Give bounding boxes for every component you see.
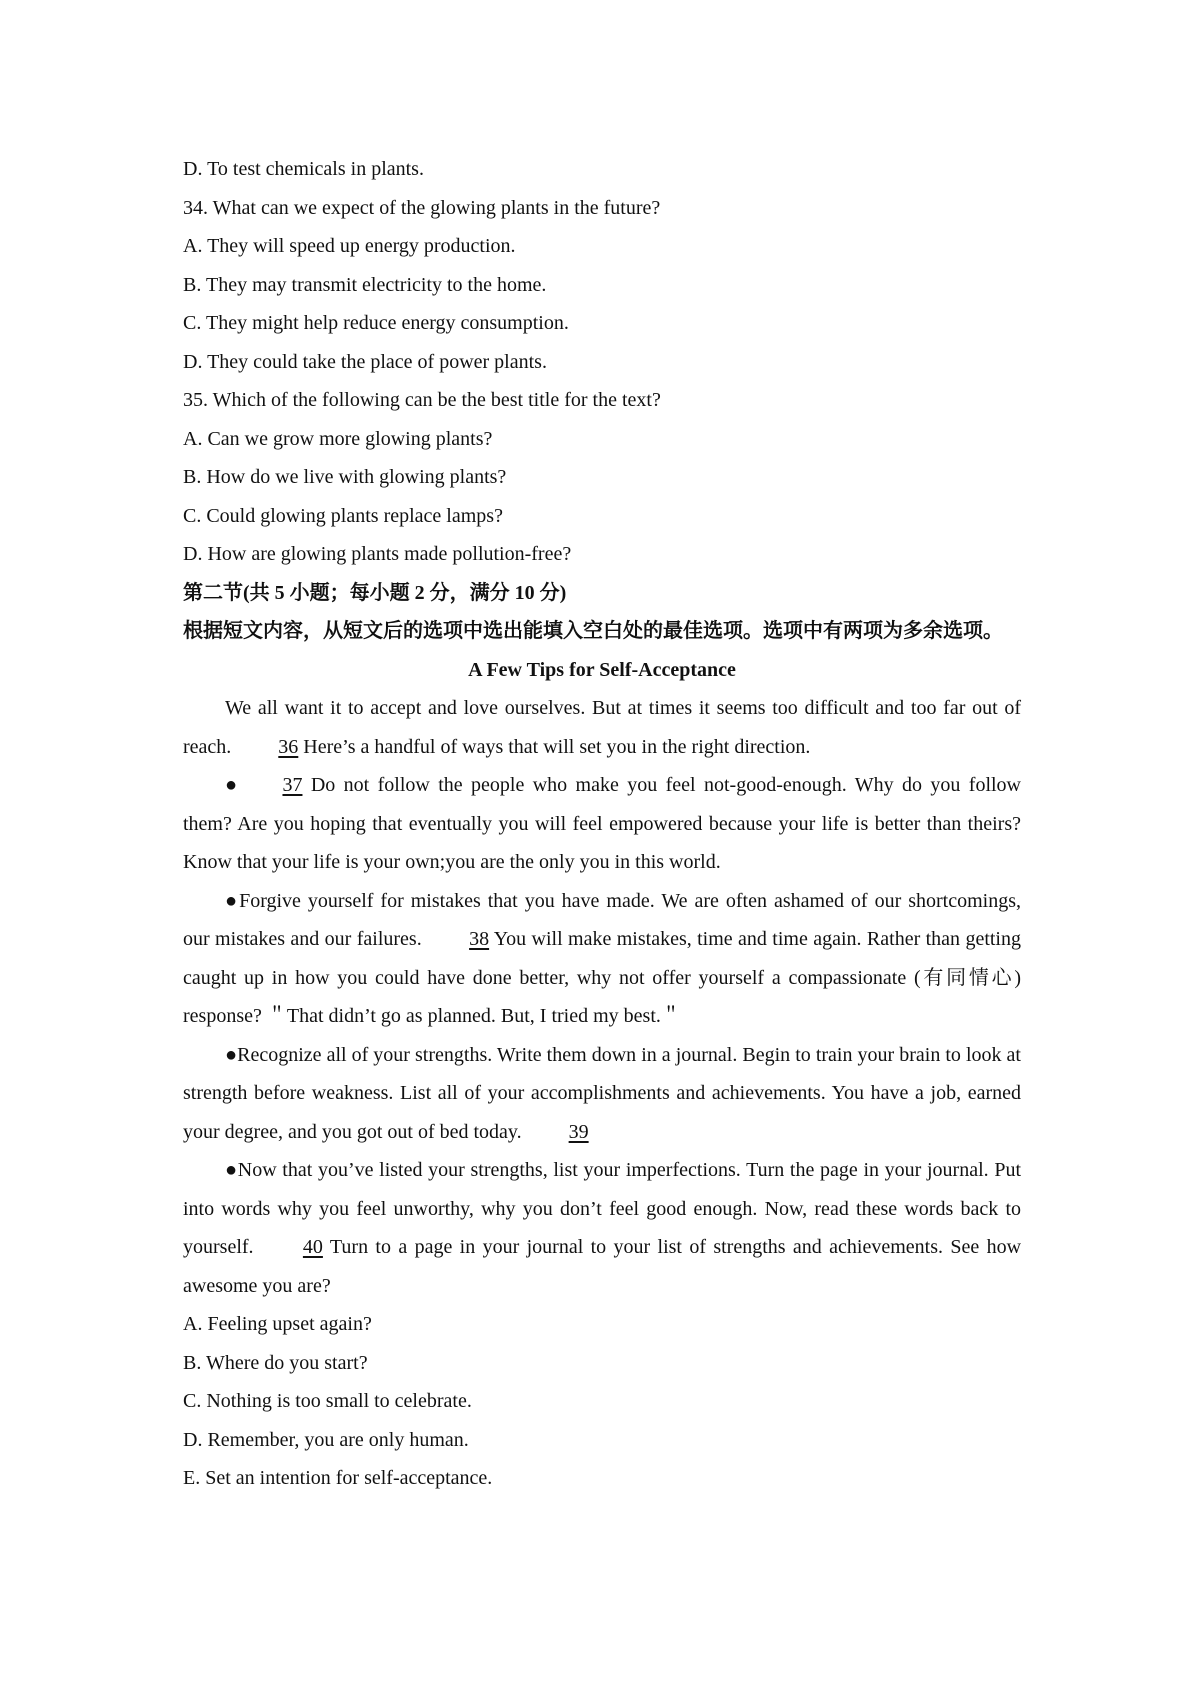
paragraph-3-text-a: ●Forgive yourself for mistakes that you have made. We are often ashamed of our shortcomings, our mistakes and our failures.: [183, 889, 1021, 950]
passage-paragraph-5: [183, 1151, 1021, 1305]
paragraph-5-text-a: ●Now that you’ve listed your strengths, list your imperfections. Turn the page in your journal. Put into words why you feel unworthy, why you don’t feel good enough. Now, read these words back to yourself.: [183, 1159, 1021, 1258]
bullet-symbol: ●: [225, 774, 241, 796]
exam-page: [183, 150, 1021, 1498]
blank-40: 40: [302, 1236, 323, 1258]
q34-option-a: A. They will speed up energy production.: [183, 235, 516, 257]
q35-option-d: D. How are glowing plants made pollution-free?: [183, 543, 572, 565]
answer-option-c: C. Nothing is too small to celebrate.: [183, 1390, 472, 1412]
section-heading: 第二节(共 5 小题；每小题 2 分，满分 10 分): [183, 581, 567, 604]
paragraph-4-text: ●Recognize all of your strengths. Write them down in a journal. Begin to train your brain to look at strength before weakness. List all of your accomplishments and achievements. You have a job, earned your degree, and you got out of bed today.: [183, 1043, 1021, 1143]
blank-37: 37: [282, 774, 303, 796]
q34-option-c: C. They might help reduce energy consumption.: [183, 312, 569, 334]
answer-option-d: D. Remember, you are only human.: [183, 1428, 469, 1451]
passage-paragraph-1: [183, 689, 1021, 766]
q35-option-a: A. Can we grow more glowing plants?: [183, 427, 493, 450]
passage-paragraph-3: [183, 882, 1021, 1036]
q35-option-b: B. How do we live with glowing plants?: [183, 466, 507, 488]
passage-paragraph-2: [183, 766, 1021, 882]
paragraph-1-text-b: Here’s a handful of ways that will set you in the right direction.: [303, 735, 811, 758]
blank-36: 36: [278, 735, 299, 758]
answer-option-b: B. Where do you start?: [183, 1351, 368, 1374]
paragraph-5-text-b: Turn to a page in your journal to your list of strengths and achievements. See how awesome you are?: [183, 1236, 1022, 1297]
section-instruction: 根据短文内容，从短文后的选项中选出能填入空白处的最佳选项。选项中有两项为多余选项。: [183, 620, 1003, 642]
q34-option-b: B. They may transmit electricity to the home.: [183, 273, 547, 296]
passage-title: A Few Tips for Self-Acceptance: [468, 658, 736, 681]
q35-option-c: C. Could glowing plants replace lamps?: [183, 504, 503, 527]
answer-option-e: E. Set an intention for self-acceptance.: [183, 1467, 493, 1489]
q34-question: 34. What can we expect of the glowing plants in the future?: [183, 196, 661, 219]
paragraph-1-text-a: We all want it to accept and love ourselves. But at times it seems too difficult and too far out of reach.: [183, 697, 1021, 758]
paragraph-3-text-b: You will make mistakes, time and time again. Rather than getting caught up in how you could have done better, why not offer yourself a compassionate (有同情心) response? ＂That didn’t go as planned. But, I tried my best.＂: [183, 928, 1021, 1027]
q35-question: 35. Which of the following can be the best title for the text?: [183, 389, 661, 411]
passage-paragraph-4: [183, 1036, 1021, 1152]
answer-option-a: A. Feeling upset again?: [183, 1313, 372, 1335]
paragraph-2-text: Do not follow the people who make you feel not-good-enough. Why do you follow them? Are you hoping that eventually you will feel empowered because your life is better than theirs? Know that your life is your own;you are the only you in this world.: [183, 774, 1022, 873]
blank-38: 38: [469, 928, 490, 950]
blank-39: 39: [568, 1120, 589, 1143]
q33-option-d: D. To test chemicals in plants.: [183, 158, 424, 180]
q34-option-d: D. They could take the place of power plants.: [183, 350, 547, 373]
